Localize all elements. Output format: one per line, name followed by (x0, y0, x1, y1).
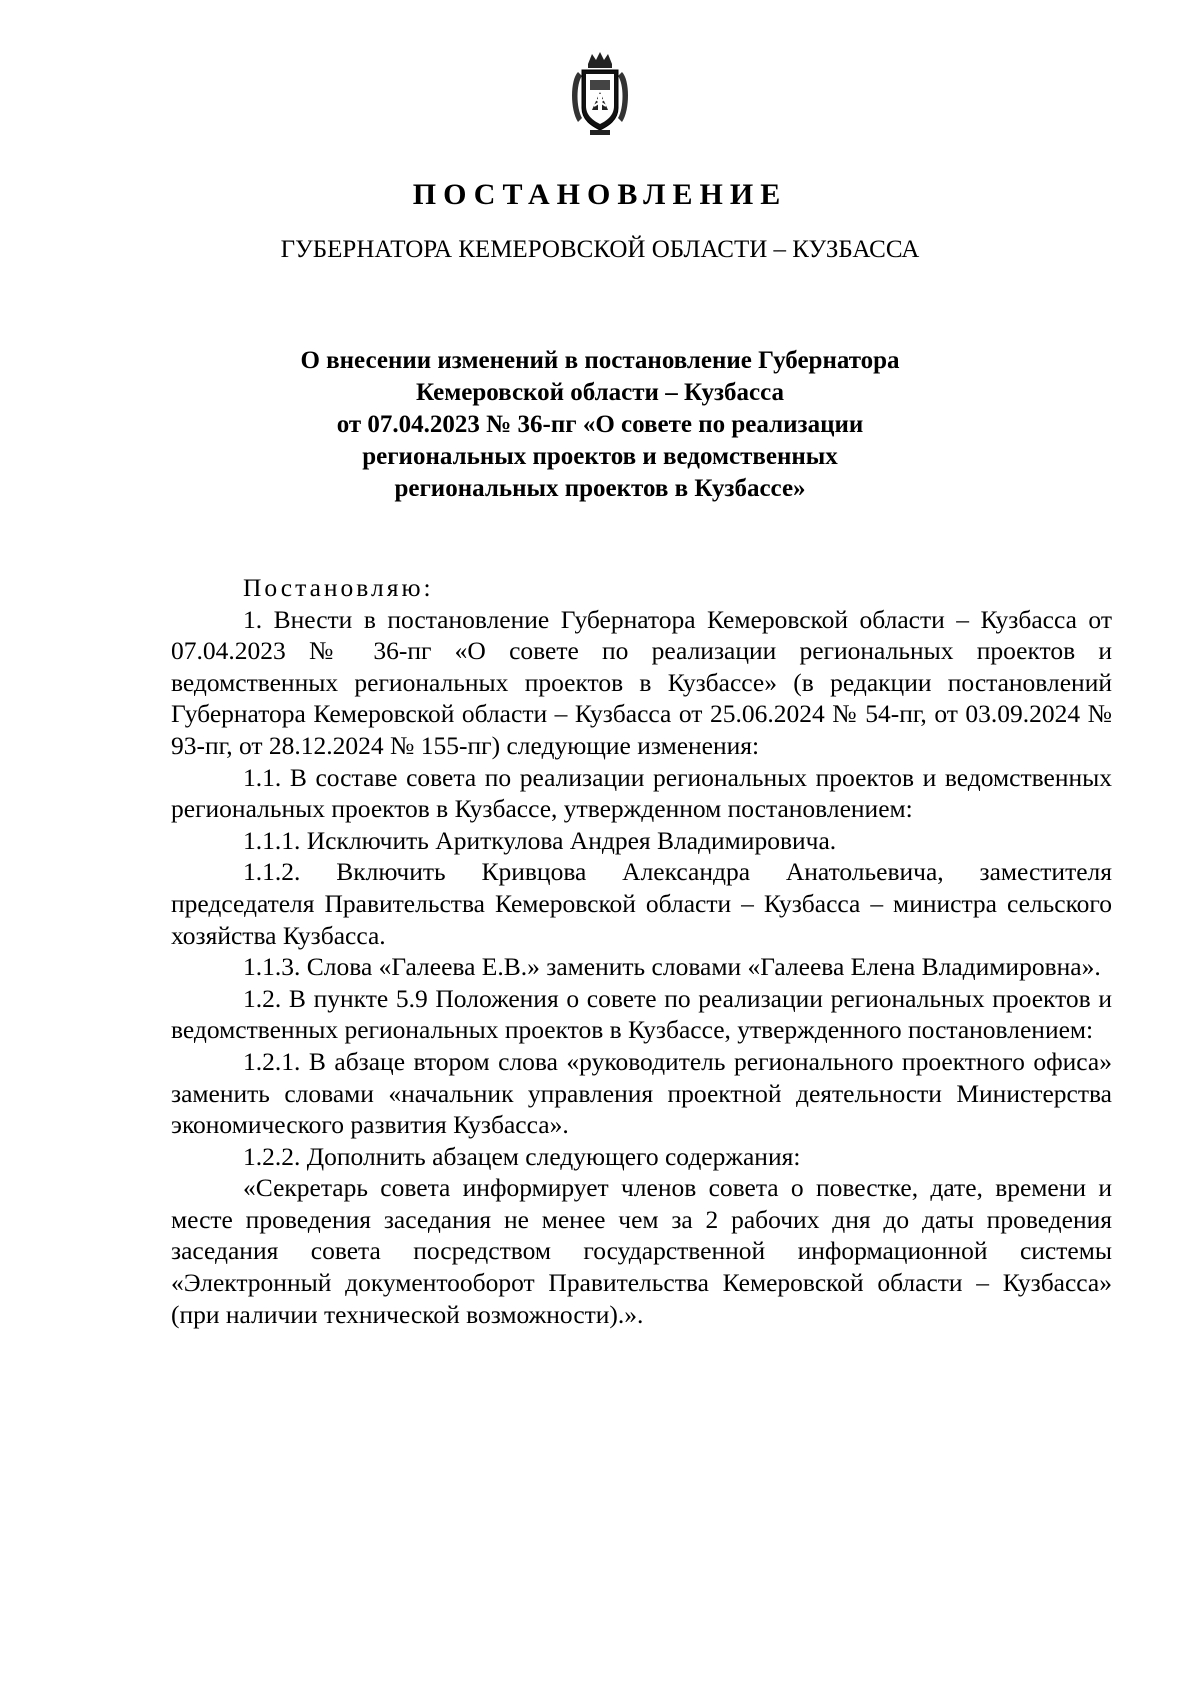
document-title (280, 345, 920, 505)
document-body (171, 572, 1112, 1330)
paragraph-1-1-2: 1.1.2. Включить Кривцова Александра Анатольевича, заместителя председателя Правительства Кемеровской области – Кузбасса – министра сельского хозяйства Кузбасса. (171, 857, 1112, 950)
paragraph-1-1-1: 1.1.1. Исключить Ариткулова Андрея Владимировича. (243, 825, 837, 855)
coat-of-arms-icon (568, 50, 632, 138)
document-type: ПОСТАНОВЛЕНИЕ (412, 178, 788, 211)
paragraph-1-2-2: 1.2.2. Дополнить абзацем следующего содержания: (243, 1141, 801, 1171)
title-line: Кемеровской области – Кузбасса (415, 379, 785, 406)
paragraph-1-2: 1.2. В пункте 5.9 Положения о совете по реализации региональных проектов и ведомственных региональных проектов в Кузбассе, утвержденного постановлением: (171, 983, 1112, 1045)
title-line: региональных проектов в Кузбассе» (394, 475, 806, 502)
paragraph-1-2-1: 1.2.1. В абзаце втором слова «руководитель регионального проектного офиса» заменить словами «начальник управления проектной деятельности Министерства экономического развития Кузбасса». (171, 1046, 1112, 1140)
title-line: О внесении изменений в постановление Губернатора (300, 347, 900, 374)
paragraph-1: 1. Внести в постановление Губернатора Кемеровской области – Кузбасса от 07.04.2023 № 36-пг «О совете по реализации региональных проектов и ведомственных региональных проектов в Кузбассе» (в редакции постановлений Губернатора Кемеровской области – Кузбасса от 25.06.2024 № 54-пг, от 03.09.2024 № 93-пг, от 28.12.2024 № 155-пг) следующие изменения: (171, 604, 1112, 760)
resolution-lead: Постановляю: (243, 573, 434, 602)
quoted-paragraph: «Секретарь совета информирует членов совета о повестке, дате, времени и месте проведения заседания не менее чем за 2 рабочих дня до даты проведения заседания совета посредством государственной информационной системы «Электронный документооборот Правительства Кемеровской области – Кузбасса» (при наличии технической возможности).». (171, 1173, 1112, 1329)
issuing-authority: ГУБЕРНАТОРА КЕМЕРОВСКОЙ ОБЛАСТИ – КУЗБАССА (280, 236, 920, 263)
paragraph-1-1: 1.1. В составе совета по реализации региональных проектов и ведомственных региональных проектов в Кузбассе, утвержденном постановлением: (171, 762, 1112, 824)
title-line: региональных проектов и ведомственных (362, 443, 838, 470)
title-line: от 07.04.2023 № 36-пг «О совете по реализации (336, 411, 864, 438)
paragraph-1-1-3: 1.1.3. Слова «Галеева Е.В.» заменить словами «Галеева Елена Владимировна». (243, 952, 1101, 982)
